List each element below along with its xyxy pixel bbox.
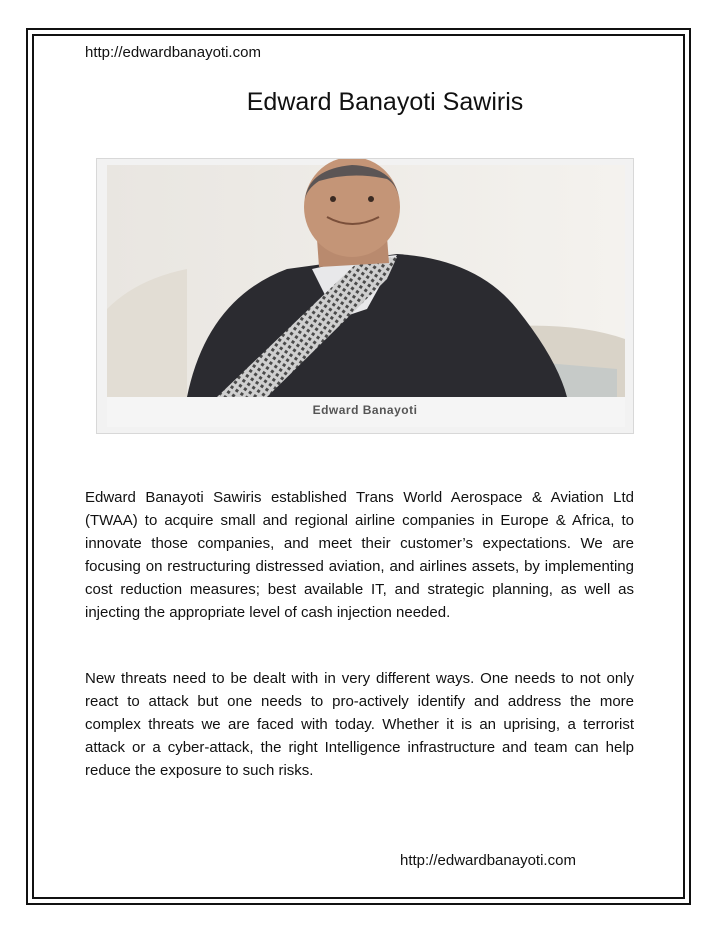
portrait-photo: [96, 158, 634, 434]
portrait-illustration: [97, 159, 635, 435]
photo-caption: Edward Banayoti: [312, 403, 418, 417]
body-paragraph-1: Edward Banayoti Sawiris established Trans World Aerospace & Aviation Ltd (TWAA) to acquire small and regional airline companies in Europe & Africa, to innovate those companies, and meet their customer’s expectations. We are focusing on restructuring distressed aviation, and airlines assets, by implementing cost reduction measures; best available IT, and strategic planning, as well as injecting the appropriate level of cash injection needed.: [85, 489, 634, 621]
page-title: Edward Banayoti Sawiris: [246, 88, 524, 116]
body-paragraph-2: New threats need to be dealt with in very different ways. One needs to not only react to attack but one needs to pro-actively identify and address the more complex threats we are faced with today. Whether it is an uprising, a terrorist attack or a cyber-attack, the right Intelligence infrastructure and team can help reduce the exposure to such risks.: [85, 670, 634, 779]
footer-url[interactable]: http://edwardbanayoti.com: [400, 852, 576, 869]
header-url[interactable]: http://edwardbanayoti.com: [85, 44, 261, 61]
